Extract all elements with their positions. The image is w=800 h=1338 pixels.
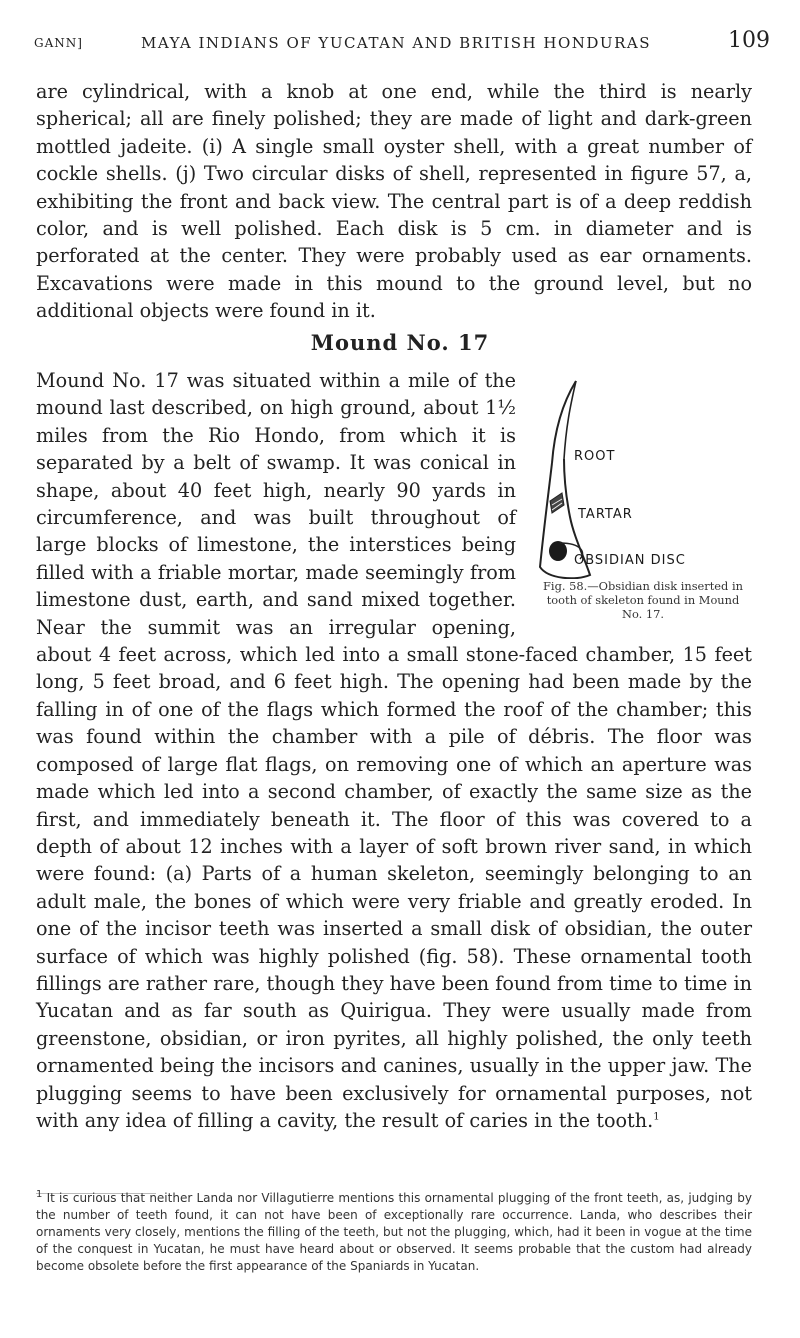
footnote-text: It is curious that neither Landa nor Villagutierre mentions this ornamental plugging of the front teeth, as, judging by the number of teeth found, it can not have been of exceptionally rare occurrence. Landa, who describes their ornaments very closely, mentions the filling of the teeth, but not the plugging, which, had it been in vogue at the time of the conquest in Yucatan, he must have heard about or observed. It seems probable that the custom had already become obsolete before the first appearance of the Spaniards in Yucatan. bbox=[36, 1191, 752, 1273]
label-tartar: TARTAR bbox=[578, 507, 633, 522]
footnote bbox=[36, 1190, 752, 1275]
figure-caption: Fig. 58.—Obsidian disk inserted in tooth of skeleton found in Mound No. 17. bbox=[543, 579, 743, 621]
section-heading: Mound No. 17 bbox=[310, 330, 490, 355]
header-author: GANN] bbox=[34, 36, 83, 50]
paragraph-text: Mound No. 17 was situated within a mile of the mound last described, on high ground, about 1½ miles from the Rio Hondo, from which it is separated by a belt of swamp. It was conical in shape, about 40 feet high, nearly 90 yards in circumference, and was built throughout of large blocks of limestone, the interstices being filled with a friable mortar, made seemingly from limestone dust, earth, and sand mixed together. Near the summit was an irregular opening, about 4 feet across, which led into a small stone-faced chamber, 15 feet long, 5 feet broad, and 6 feet high. The opening had been made by the falling in of one of the flags which formed the roof of the chamber; this was found within the chamber with a pile of débris. The floor was composed of large flat flags, on removing one of which an aperture was made which led into a second chamber, of exactly the same size as the first, and immediately beneath it. The floor of this was covered to a depth of about 12 inches with a layer of soft brown river sand, in which were found: (a) Parts of a human skeleton, seemingly belonging to an adult male, the bones of which were very friable and greatly eroded. In one of the incisor teeth was inserted a small disk of obsidian, the outer surface of which was highly polished (fig. 58). These ornamental tooth fillings are rather rare, though they have been found from time to time in Yucatan and as far south as Quirigua. They were usually made from greenstone, obsidian, or iron pyrites, all highly polished, the only teeth ornamented being the incisors and canines, usually in the upper jaw. The plugging seems to have been exclusively for ornamental purposes, not with any idea of filling a cavity, the result of caries in the tooth. bbox=[36, 369, 752, 1132]
running-header bbox=[34, 28, 780, 58]
label-root: ROOT bbox=[574, 449, 616, 464]
label-obsidian-disc: OBSIDIAN DISC bbox=[574, 553, 686, 568]
obsidian-disc-mark bbox=[549, 541, 567, 561]
header-title: MAYA INDIANS OF YUCATAN AND BRITISH HONDURAS bbox=[141, 34, 651, 52]
footnote-marker: 1 bbox=[36, 1189, 43, 1200]
footnote-ref: 1 bbox=[653, 1111, 660, 1123]
paragraph-continued: are cylindrical, with a knob at one end, while the third is nearly spherical; all are finely polished; they are made of light and dark-green mottled jadeite. (i) A single small oyster shell, with a great number of cockle shells. (j) Two circular disks of shell, represented in figure 57, a, exhibiting the front and back view. The central part is of a deep reddish color, and is well polished. Each disk is 5 cm. in diameter and is perforated at the center. They were probably used as ear ornaments. Excavations were made in this mound to the ground level, but no additional objects were found in it. bbox=[36, 80, 752, 323]
page-number: 109 bbox=[728, 28, 770, 53]
figure-58 bbox=[530, 367, 752, 639]
paragraph-mound-17 bbox=[36, 367, 752, 1134]
